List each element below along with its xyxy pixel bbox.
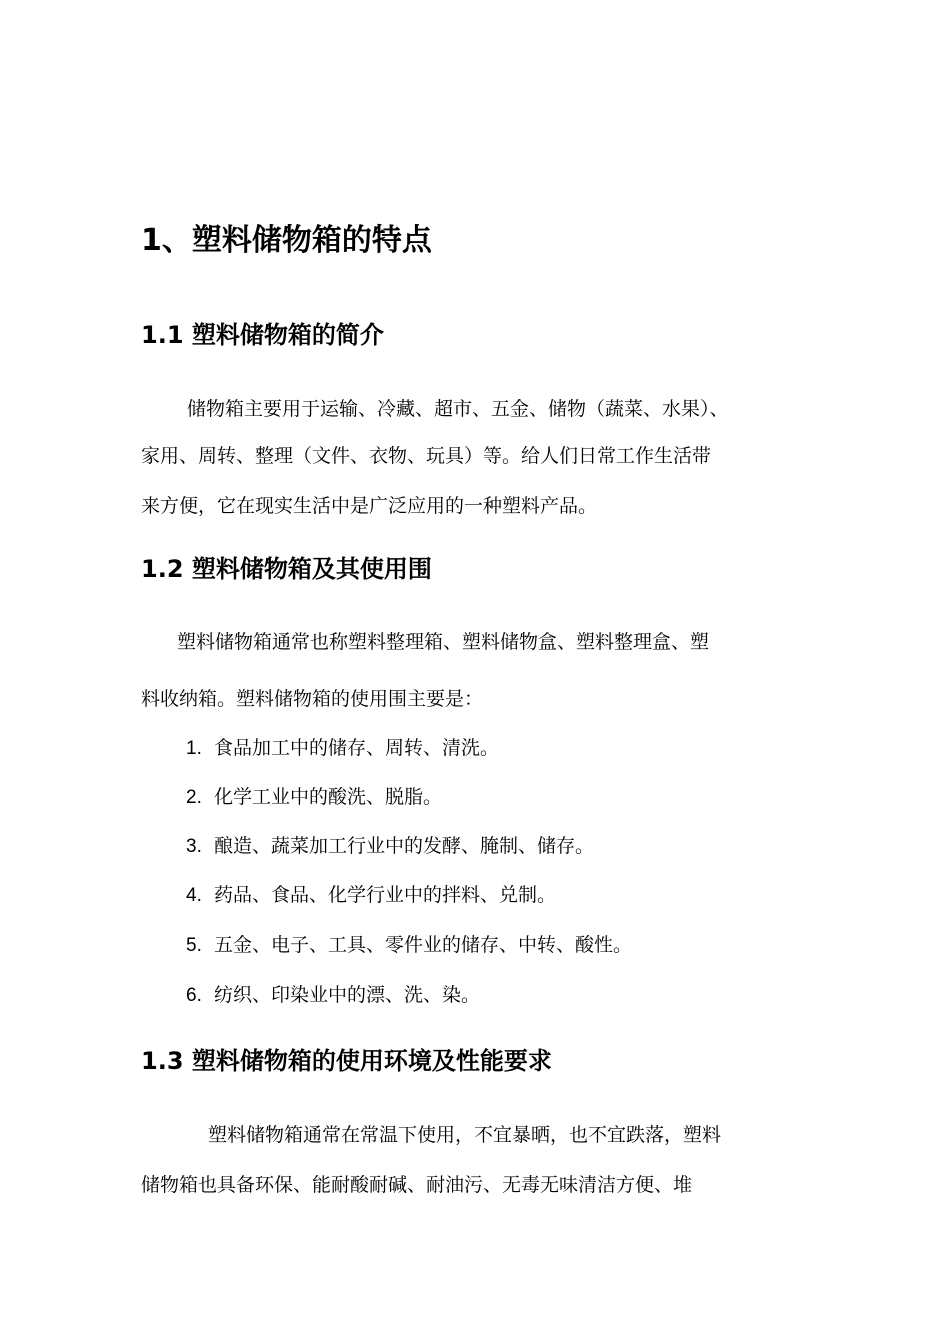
list-text: 酿造、蔬菜加工行业中的发酵、腌制、储存。 (213, 835, 594, 857)
paragraph-line: 塑料储物箱通常也称塑料整理箱、塑料储物盒、塑料整理盒、塑 (177, 631, 710, 653)
paragraph-line: 塑料储物箱通常在常温下使用，不宜暴晒，也不宜跌落，塑料 (208, 1124, 722, 1146)
section-heading-1-2: 1.2 塑料储物箱及其使用围 (141, 555, 432, 583)
list-number: 3. (186, 836, 202, 857)
paragraph-line: 来方便，它在现实生活中是广泛应用的一种塑料产品。 (141, 495, 598, 517)
list-item (186, 831, 594, 858)
list-text: 食品加工中的储存、周转、清洗。 (213, 737, 499, 759)
list-item (186, 930, 632, 957)
list-item (186, 880, 556, 907)
list-item (186, 782, 442, 809)
paragraph-line: 家用、周转、整理（文件、衣物、玩具）等。给人们日常工作生活带 (141, 445, 712, 467)
list-text: 纺织、印染业中的漂、洗、染。 (213, 984, 480, 1006)
chapter-heading: 1、塑料储物箱的特点 (141, 223, 432, 258)
paragraph-line: 储物箱也具备环保、能耐酸耐碱、耐油污、无毒无味清洁方便、堆 (141, 1174, 693, 1196)
list-text: 化学工业中的酸洗、脱脂。 (213, 786, 442, 808)
list-item (186, 980, 480, 1007)
list-number: 1. (186, 738, 202, 759)
list-number: 6. (186, 985, 202, 1006)
list-text: 药品、食品、化学行业中的拌料、兑制。 (213, 884, 556, 906)
section-heading-1-1: 1.1 塑料储物箱的简介 (141, 321, 384, 349)
list-number: 2. (186, 787, 202, 808)
list-item (186, 733, 499, 760)
section-heading-1-3: 1.3 塑料储物箱的使用环境及性能要求 (141, 1047, 552, 1075)
list-number: 5. (186, 935, 202, 956)
list-number: 4. (186, 885, 202, 906)
paragraph-line: 储物箱主要用于运输、冷藏、超市、五金、储物（蔬菜、水果）、 (187, 398, 729, 420)
paragraph-line: 料收纳箱。塑料储物箱的使用围主要是： (141, 688, 484, 710)
list-text: 五金、电子、工具、零件业的储存、中转、酸性。 (213, 934, 632, 956)
